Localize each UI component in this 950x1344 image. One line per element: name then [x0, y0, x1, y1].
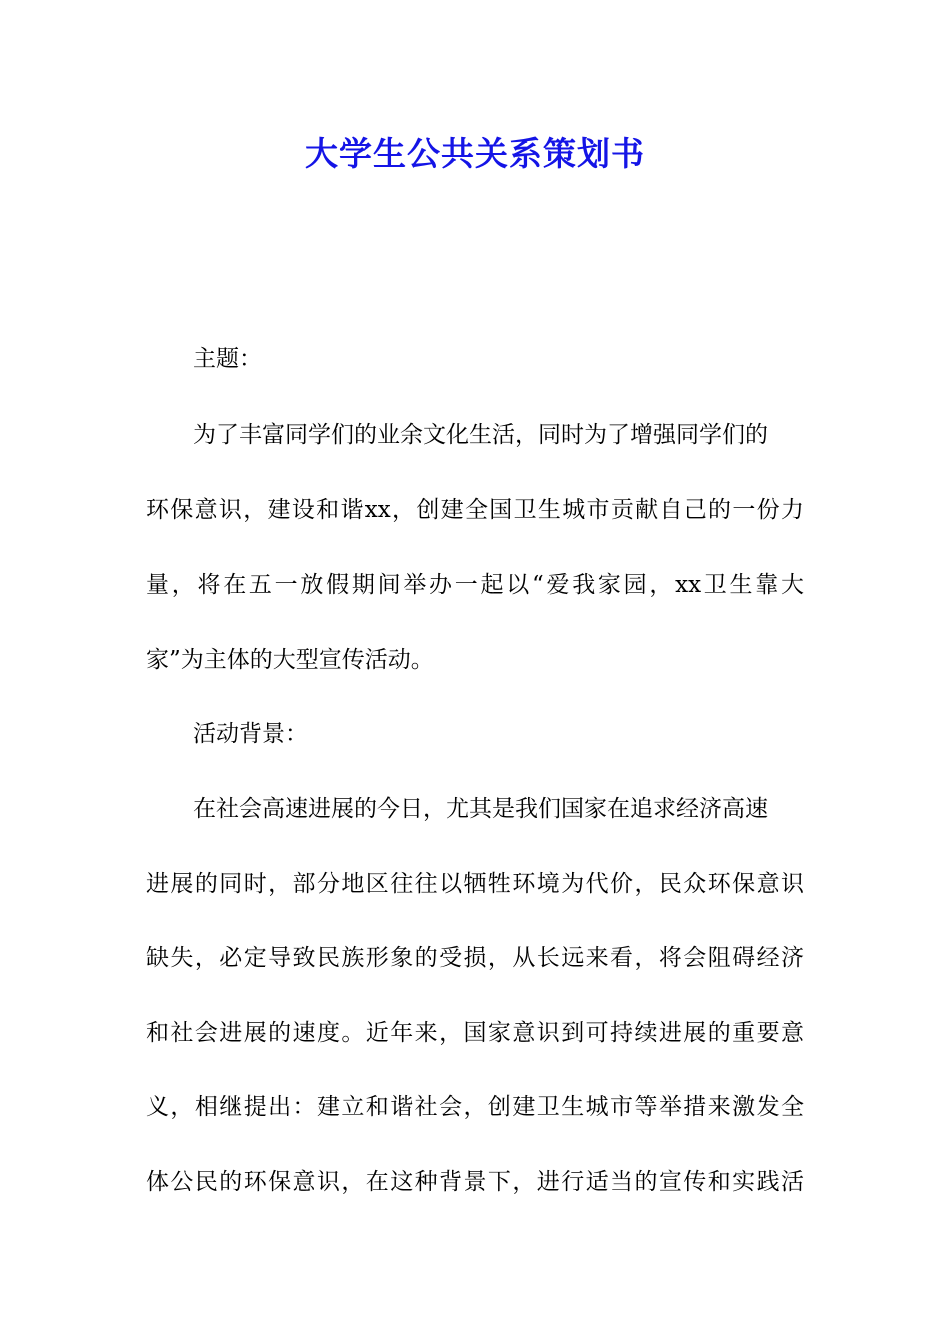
paragraph-line: 环保意识，建设和谐xx，创建全国卫生城市贡献自己的一份力: [146, 497, 804, 523]
section-heading-background: 活动背景：: [193, 721, 308, 747]
paragraph-line: 家”为主体的大型宣传活动。: [146, 647, 434, 673]
paragraph-line: 和社会进展的速度。近年来，国家意识到可持续进展的重要意: [146, 1020, 804, 1046]
paragraph-line: 量，将在五一放假期间举办一起以“爱我家园，xx卫生靠大: [146, 572, 804, 598]
paragraph-line: 进展的同时，部分地区往往以牺牲环境为代价，民众环保意识: [146, 871, 804, 897]
paragraph-line: 义，相继提出：建立和谐社会，创建卫生城市等举措来激发全: [146, 1094, 804, 1120]
document-title: 大学生公共关系策划书: [305, 134, 645, 173]
section-heading-theme: 主题：: [193, 346, 262, 372]
paragraph-line: 在社会高速进展的今日，尤其是我们国家在追求经济高速: [193, 796, 768, 822]
paragraph-line: 缺失，必定导致民族形象的受损，从长远来看，将会阻碍经济: [146, 945, 804, 971]
paragraph-line: 体公民的环保意识，在这种背景下，进行适当的宣传和实践活: [146, 1169, 804, 1195]
paragraph-line: 为了丰富同学们的业余文化生活，同时为了增强同学们的: [193, 422, 768, 448]
